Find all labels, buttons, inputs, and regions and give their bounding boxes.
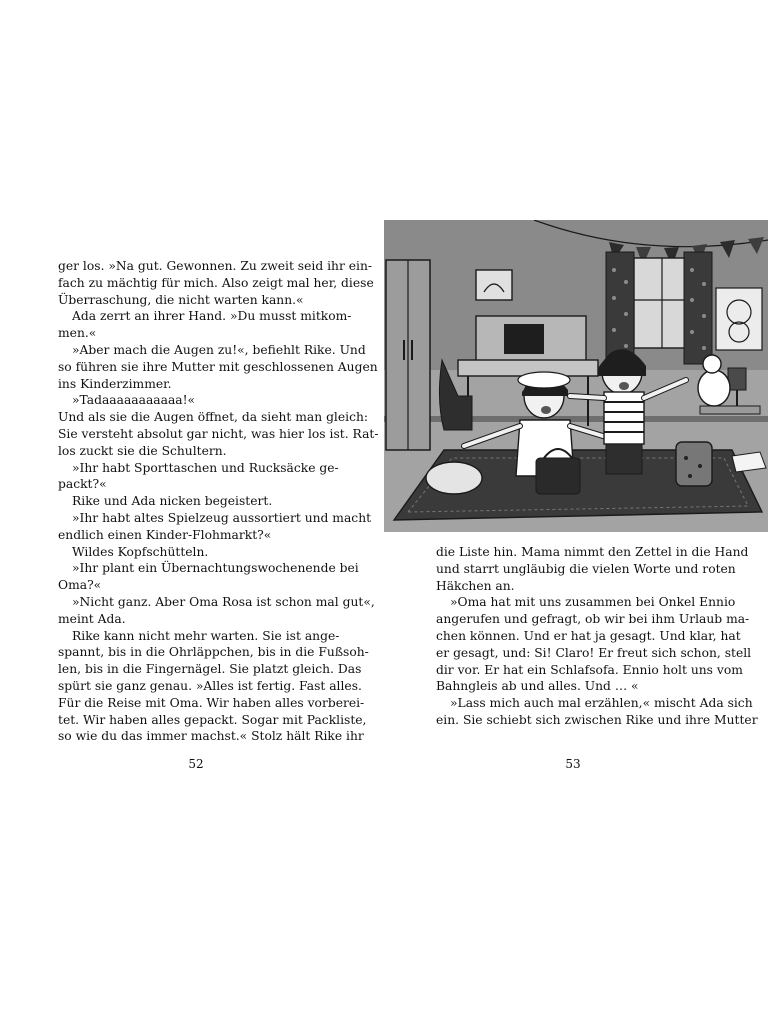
text-line: chen können. Und er hat ja gesagt. Und klar, hat: [436, 628, 741, 643]
text-line: len, bis in die Fingernägel. Sie platzt gleich. Das: [58, 662, 362, 677]
text-line: und starrt ungläubig die vielen Worte und roten: [436, 561, 736, 576]
text-line: Für die Reise mit Oma. Wir haben alles vorberei-: [58, 695, 365, 710]
text-line: fach zu mächtig für mich. Also zeigt mal her, diese: [58, 275, 374, 290]
text-line: packt?«: [58, 477, 107, 492]
text-line: spannt, bis in die Ohrläppchen, bis in die Fußsoh-: [58, 645, 369, 660]
page-number-left: 52: [188, 757, 204, 771]
text-line: tet. Wir haben alles gepackt. Sogar mit Packliste,: [58, 712, 367, 727]
hamster-poster: [716, 288, 762, 350]
text-line: »Lass mich auch mal erzählen,« mischt Ada sich: [450, 696, 753, 711]
text-line: angerufen und gefragt, ob wir bei ihm Urlaub ma-: [436, 612, 750, 627]
wall-picture: [476, 270, 512, 300]
left-page: [0, 220, 384, 800]
book-spread: [0, 220, 768, 800]
text-line: »Ihr habt Sporttaschen und Rucksäcke ge-: [72, 460, 339, 475]
wardrobe: [386, 260, 430, 450]
text-line: spürt sie ganz genau. »Alles ist fertig. Fast alles.: [58, 678, 362, 693]
text-line: Rike kann nicht mehr warten. Sie ist ange-: [72, 628, 340, 643]
text-line: Oma?«: [58, 578, 102, 593]
text-line: so wie du das immer machst.« Stolz hält Rike ihr: [58, 729, 364, 744]
text-line: »Ihr habt altes Spielzeug aussortiert und macht: [72, 510, 372, 525]
text-line: Häkchen an.: [436, 578, 515, 593]
packing-list-paper: [732, 452, 766, 472]
text-line: Ada zerrt an ihrer Hand. »Du musst mitkom-: [72, 309, 352, 324]
text-line: Sie versteht absolut gar nicht, was hier los ist. Rat-: [58, 426, 379, 441]
text-line: Und als sie die Augen öffnet, da sieht man gleich:: [58, 410, 369, 425]
text-line: meint Ada.: [58, 611, 126, 626]
bedroom-illustration: [384, 220, 768, 532]
text-line: men.«: [58, 326, 97, 341]
left-page-text: [58, 258, 379, 745]
text-line: dir vor. Er hat ein Schlafsofa. Ennio holt uns vom: [436, 662, 743, 677]
text-line: ger los. »Na gut. Gewonnen. Zu zweit seid ihr ein-: [58, 259, 373, 273]
text-line: ins Kinderzimmer.: [58, 376, 172, 391]
window: [606, 252, 712, 364]
text-line: »Aber mach die Augen zu!«, befiehlt Rike. Und: [72, 342, 366, 357]
text-line: die Liste hin. Mama nimmt den Zettel in die Hand: [436, 545, 749, 559]
text-line: er gesagt, und: Si! Claro! Er freut sich schon, stell: [436, 645, 752, 660]
text-line: Wildes Kopfschütteln.: [72, 544, 209, 559]
text-line: Überraschung, die nicht warten kann.«: [58, 292, 304, 307]
text-line: los zuckt sie die Schultern.: [58, 443, 227, 458]
text-line: »Ihr plant ein Übernachtungswochenende bei: [72, 561, 359, 576]
text-line: so führen sie ihre Mutter mit geschlossenen Augen: [58, 359, 378, 374]
text-line: »Oma hat mit uns zusammen bei Onkel Ennio: [450, 595, 736, 610]
text-line: ein. Sie schiebt sich zwischen Rike und ihre Mutter: [436, 712, 758, 727]
text-line: endlich einen Kinder-Flohmarkt?«: [58, 527, 272, 542]
text-line: »Nicht ganz. Aber Oma Rosa ist schon mal gut«,: [72, 594, 375, 609]
page-number-right: 53: [565, 757, 581, 771]
text-line: Rike und Ada nicken begeistert.: [72, 494, 273, 509]
right-page-text: [436, 544, 758, 729]
text-line: Bahngleis ab und alles. Und … «: [436, 679, 639, 694]
text-line: »Tadaaaaaaaaaaa!«: [72, 393, 196, 408]
